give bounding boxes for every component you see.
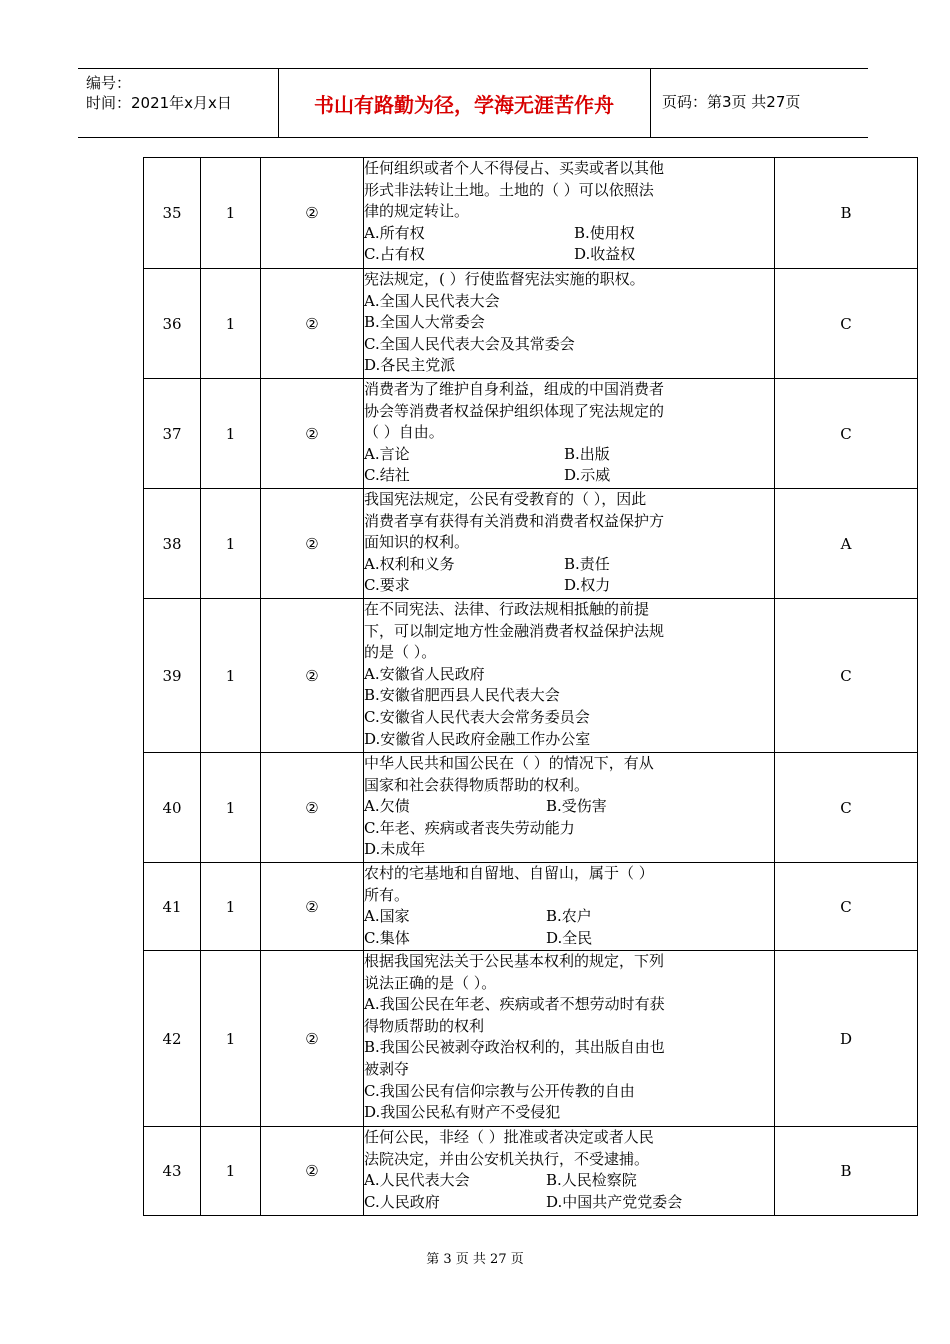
question-content	[364, 1127, 775, 1216]
question-content	[364, 753, 775, 863]
header-left	[86, 73, 232, 113]
answer-option: C.年老、疾病或者丧失劳动能力	[364, 818, 575, 837]
answer-option: A.人民代表大会	[364, 1171, 470, 1190]
correct-answer: C	[775, 599, 918, 753]
question-number: 35	[144, 158, 201, 269]
correct-answer: A	[775, 489, 918, 599]
correct-answer: C	[775, 379, 918, 489]
question-stem-line: 根据我国宪法关于公民基本权利的规定，下列	[364, 952, 665, 970]
correct-answer: C	[775, 269, 918, 379]
answer-option: C.安徽省人民代表大会常务委员会	[364, 707, 590, 726]
question-level: ②	[261, 379, 364, 489]
correct-answer: C	[775, 863, 918, 951]
question-score: 1	[201, 951, 261, 1127]
question-row	[144, 951, 918, 1127]
question-level: ②	[261, 951, 364, 1127]
option-row	[364, 729, 774, 751]
correct-answer: D	[775, 951, 918, 1127]
question-number: 36	[144, 269, 201, 379]
option-row	[364, 291, 774, 313]
question-stem-line: 农村的宅基地和自留地、自留山，属于（ ）	[364, 864, 654, 882]
question-level: ②	[261, 599, 364, 753]
answer-option: B.受伤害	[546, 797, 607, 816]
question-stem-line: 消费者为了维护自身利益，组成的中国消费者	[364, 380, 665, 398]
option-row	[364, 355, 774, 377]
header-motto: 书山有路勤为径，学海无涯苦作舟	[314, 93, 614, 117]
question-stem-line: 在不同宪法、法律、行政法规相抵触的前提	[364, 600, 650, 618]
header-divider	[650, 69, 651, 137]
answer-option: A.安徽省人民政府	[364, 664, 485, 683]
option-row	[364, 685, 774, 707]
answer-option: C.人民政府	[364, 1192, 440, 1211]
answer-option: B.责任	[564, 554, 610, 573]
question-stem-line: 下，可以制定地方性金融消费者权益保护法规	[364, 621, 665, 640]
answer-option: C.结社	[364, 466, 410, 485]
answer-option: A.全国人民代表大会	[364, 291, 500, 310]
correct-answer: B	[775, 158, 918, 269]
option-row	[364, 1170, 774, 1192]
question-stem-line: D.我国公民私有财产不受侵犯	[364, 1103, 561, 1122]
option-row	[364, 1192, 774, 1214]
answer-option: D.全民	[546, 928, 593, 947]
question-score: 1	[201, 863, 261, 951]
question-stem-line: 面知识的权利。	[364, 533, 470, 552]
answer-option: A.所有权	[364, 223, 425, 242]
option-row	[364, 312, 774, 334]
answer-option: D.未成年	[364, 840, 426, 859]
question-row	[144, 379, 918, 489]
question-content	[364, 599, 775, 753]
answer-option: B.全国人大常委会	[364, 313, 485, 332]
question-stem-line: B.我国公民被剥夺政治权利的，其出版自由也	[364, 1038, 665, 1057]
question-level: ②	[261, 489, 364, 599]
question-stem-line: 法院决定，并由公安机关执行，不受逮捕。	[364, 1149, 650, 1168]
answer-option: C.集体	[364, 928, 410, 947]
option-row	[364, 818, 774, 840]
answer-option: B.出版	[564, 444, 610, 463]
question-row	[144, 269, 918, 379]
question-stem-line: 中华人民共和国公民在（ ）的情况下，有从	[364, 754, 654, 772]
option-row	[364, 839, 774, 861]
option-row	[364, 244, 774, 266]
answer-option: B.使用权	[574, 223, 635, 242]
answer-option: D.各民主党派	[364, 356, 456, 375]
question-number: 37	[144, 379, 201, 489]
answer-option: A.欠债	[364, 797, 410, 816]
question-score: 1	[201, 599, 261, 753]
question-score: 1	[201, 379, 261, 489]
question-stem-line: 我国宪法规定，公民有受教育的（ ），因此	[364, 490, 647, 508]
question-score: 1	[201, 158, 261, 269]
option-row	[364, 223, 774, 245]
answer-option: C.全国人民代表大会及其常委会	[364, 334, 575, 353]
answer-option: A.权利和义务	[364, 554, 455, 573]
question-number: 41	[144, 863, 201, 951]
question-level: ②	[261, 863, 364, 951]
option-row	[364, 707, 774, 729]
question-score: 1	[201, 1127, 261, 1216]
question-stem-line: 的是（ ）。	[364, 643, 437, 662]
question-table	[143, 157, 918, 1216]
answer-option: C.占有权	[364, 245, 425, 264]
answer-option: D.中国共产党党委会	[546, 1192, 683, 1211]
question-stem-line: （ ）自由。	[364, 423, 444, 442]
number-label: 编号：	[86, 74, 132, 92]
question-content	[364, 158, 775, 269]
question-stem-line: 国家和社会获得物质帮助的权利。	[364, 775, 590, 794]
answer-option: D.收益权	[574, 245, 636, 264]
question-content	[364, 951, 775, 1127]
question-row	[144, 863, 918, 951]
question-score: 1	[201, 489, 261, 599]
question-number: 42	[144, 951, 201, 1127]
correct-answer: C	[775, 753, 918, 863]
option-row	[364, 575, 774, 597]
question-stem-line: 形式非法转让土地。土地的（ ）可以依照法	[364, 180, 654, 199]
answer-option: D.权力	[564, 576, 611, 595]
answer-option: A.国家	[364, 907, 410, 926]
answer-option: B.安徽省肥西县人民代表大会	[364, 686, 560, 705]
question-content	[364, 379, 775, 489]
question-score: 1	[201, 753, 261, 863]
question-row	[144, 489, 918, 599]
answer-option: B.农户	[546, 907, 592, 926]
answer-option: C.要求	[364, 576, 410, 595]
question-number: 38	[144, 489, 201, 599]
question-stem-line: 任何组织或者个人不得侵占、买卖或者以其他	[364, 159, 665, 177]
question-number: 39	[144, 599, 201, 753]
question-stem-line: 被剥夺	[364, 1059, 410, 1078]
question-number: 40	[144, 753, 201, 863]
question-row	[144, 753, 918, 863]
answer-option: A.言论	[364, 444, 410, 463]
question-level: ②	[261, 158, 364, 269]
question-stem-line: 协会等消费者权益保护组织体现了宪法规定的	[364, 401, 665, 420]
answer-option: D.安徽省人民政府金融工作办公室	[364, 729, 591, 748]
correct-answer: B	[775, 1127, 918, 1216]
header-page-info: 页码：第3页 共27页	[662, 93, 801, 111]
option-row	[364, 928, 774, 950]
question-stem-line: 律的规定转让。	[364, 202, 470, 221]
question-stem-line: 宪法规定，( ）行使监督宪法实施的职权。	[364, 270, 645, 288]
question-stem-line: C.我国公民有信仰宗教与公开传教的自由	[364, 1081, 635, 1100]
question-content	[364, 863, 775, 951]
time-label: 时间：2021年x月x日	[86, 94, 232, 112]
question-level: ②	[261, 269, 364, 379]
option-row	[364, 465, 774, 487]
question-stem-line: 得物质帮助的权利	[364, 1016, 485, 1035]
option-row	[364, 906, 774, 928]
question-number: 43	[144, 1127, 201, 1216]
question-score: 1	[201, 269, 261, 379]
question-level: ②	[261, 1127, 364, 1216]
page-header	[78, 68, 868, 138]
question-level: ②	[261, 753, 364, 863]
question-stem-line: 所有。	[364, 885, 410, 904]
option-row	[364, 444, 774, 466]
question-stem-line: 消费者享有获得有关消费和消费者权益保护方	[364, 511, 665, 530]
question-row	[144, 158, 918, 269]
question-stem-line: A.我国公民在年老、疾病或者不想劳动时有获	[364, 995, 665, 1014]
question-row	[144, 599, 918, 753]
question-content	[364, 269, 775, 379]
option-row	[364, 334, 774, 356]
question-stem-line: 任何公民，非经（ ）批准或者决定或者人民	[364, 1128, 654, 1146]
question-table-body	[144, 158, 918, 1216]
page-footer: 第 3 页 共 27 页	[426, 1252, 524, 1267]
option-row	[364, 664, 774, 686]
answer-option: D.示威	[564, 466, 611, 485]
question-content	[364, 489, 775, 599]
option-row	[364, 796, 774, 818]
question-row	[144, 1127, 918, 1216]
question-stem-line: 说法正确的是（ ）。	[364, 973, 497, 992]
answer-option: B.人民检察院	[546, 1171, 637, 1190]
option-row	[364, 554, 774, 576]
